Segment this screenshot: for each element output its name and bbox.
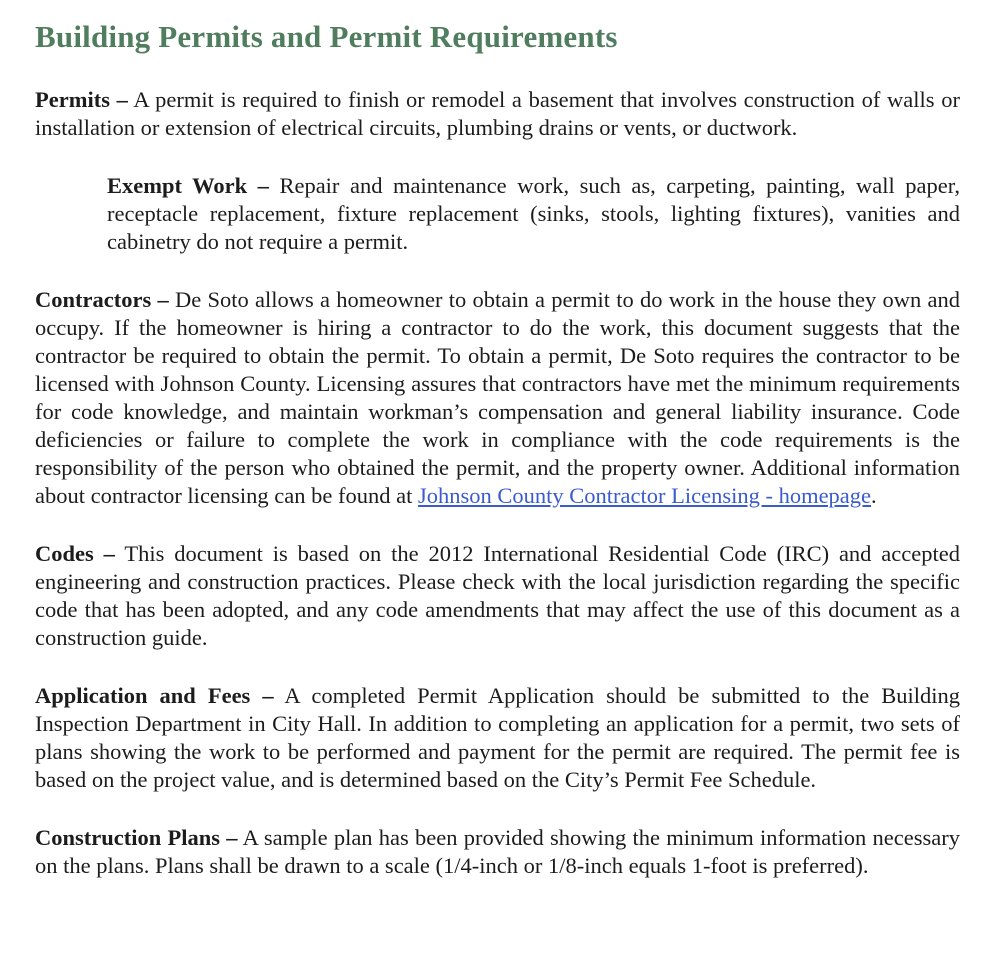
codes-paragraph <box>35 540 960 652</box>
exempt-work-paragraph <box>107 172 960 256</box>
construction-plans-paragraph <box>35 824 960 880</box>
contractors-text: De Soto allows a homeowner to obtain a permit to do work in the house they own and occupy. If the homeowner is hiring a contractor to do the work, this document suggests that the contractor be required to obtain the permit. To obtain a permit, De Soto requires the contractor to be licensed with Johnson County. Licensing assures that contractors have met the minimum requirements for code knowledge, and maintain workman’s compensation and general liability insurance. Code deficiencies or failure to complete the work in compliance with the code requirements is the responsibility of the person who obtained the permit, and the property owner. Additional information about contractor licensing can be found at <box>35 287 961 508</box>
contractors-lead: Contractors – <box>35 287 169 312</box>
contractors-paragraph <box>35 286 960 510</box>
construction-plans-lead: Construction Plans – <box>35 825 238 850</box>
construction-plans-text: A sample plan has been provided showing the minimum information necessary on the plans. Plans shall be drawn to a scale (1/4-inch or 1/8-inch equals 1-foot is preferred). <box>35 825 960 878</box>
exempt-work-lead: Exempt Work – <box>107 173 269 198</box>
permits-lead: Permits – <box>35 87 128 112</box>
application-and-fees-lead: Application and Fees – <box>35 683 274 708</box>
codes-lead: Codes – <box>35 541 115 566</box>
permits-text: A permit is required to finish or remodel a basement that involves construction of walls or installation or extension of electrical circuits, plumbing drains or vents, or ductwork. <box>35 87 960 140</box>
permits-paragraph <box>35 86 960 142</box>
contractors-text-after-link: . <box>871 483 877 508</box>
exempt-work-text: Repair and maintenance work, such as, carpeting, painting, wall paper, receptacle replacement, fixture replacement (sinks, stools, lighting fixtures), vanities and cabinetry do not require a permit. <box>107 173 960 254</box>
page-title: Building Permits and Permit Requirements <box>35 19 618 54</box>
application-and-fees-paragraph <box>35 682 960 794</box>
codes-text: This document is based on the 2012 International Residential Code (IRC) and accepted engineering and construction practices. Please check with the local jurisdiction regarding the specific code that has been adopted, and any code amendments that may affect the use of this document as a construction guide. <box>35 541 960 650</box>
johnson-county-contractor-licensing-link[interactable]: Johnson County Contractor Licensing - homepage <box>417 483 872 508</box>
application-and-fees-text: A completed Permit Application should be submitted to the Building Inspection Department in City Hall. In addition to completing an application for a permit, two sets of plans showing the work to be performed and payment for the permit are required. The permit fee is based on the project value, and is determined based on the City’s Permit Fee Schedule. <box>35 683 961 792</box>
